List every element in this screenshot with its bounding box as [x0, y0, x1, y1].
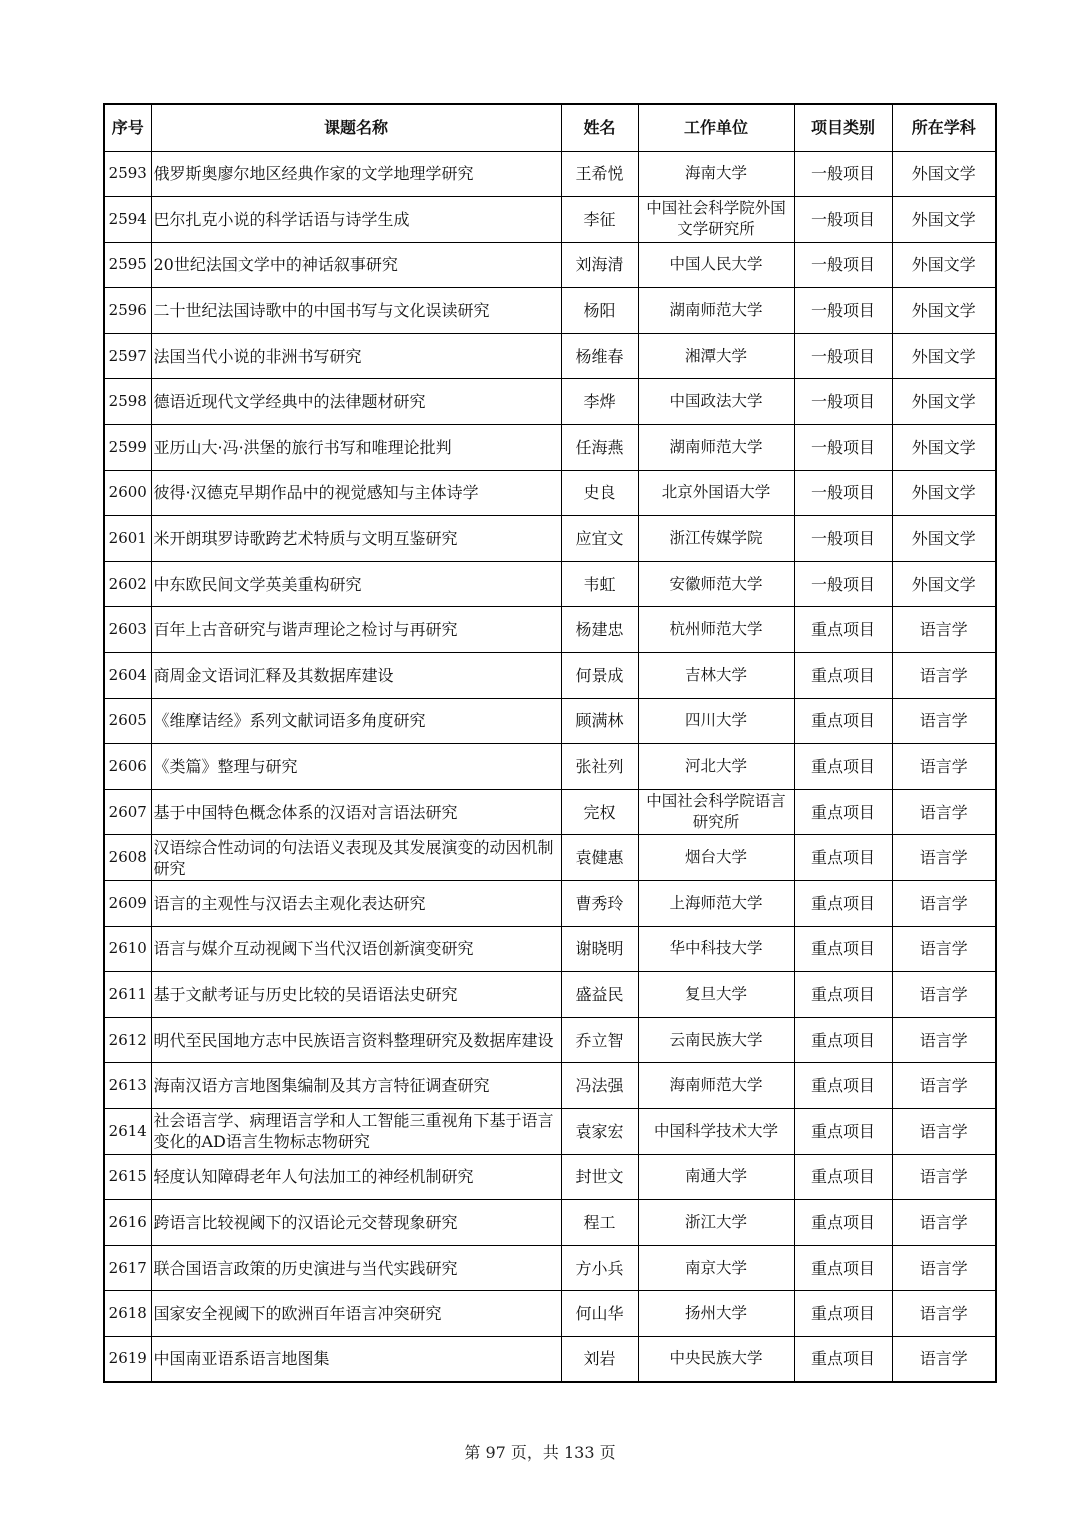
cell-type: 重点项目 [794, 835, 892, 881]
cell-title: 基于中国特色概念体系的汉语对言语法研究 [151, 789, 561, 835]
cell-index: 2609 [104, 881, 151, 927]
cell-title: 米开朗琪罗诗歌跨艺术特质与文明互鉴研究 [151, 516, 561, 562]
cell-type: 重点项目 [794, 789, 892, 835]
table-row [104, 698, 996, 744]
cell-unit: 安徽师范大学 [638, 561, 794, 607]
cell-title: 明代至民国地方志中民族语言资料整理研究及数据库建设 [151, 1017, 561, 1063]
cell-title: 汉语综合性动词的句法语义表现及其发展演变的动因机制研究 [151, 835, 561, 881]
cell-index: 2610 [104, 926, 151, 972]
cell-unit: 中国社会科学院语言研究所 [638, 789, 794, 835]
cell-name: 刘海清 [561, 242, 638, 288]
cell-unit: 杭州师范大学 [638, 607, 794, 653]
cell-subject: 语言学 [892, 653, 996, 699]
cell-title: 中东欧民间文学英美重构研究 [151, 561, 561, 607]
cell-title: 百年上古音研究与谐声理论之检讨与再研究 [151, 607, 561, 653]
cell-index: 2602 [104, 561, 151, 607]
cell-index: 2619 [104, 1336, 151, 1382]
table-row [104, 1154, 996, 1200]
cell-name: 张社列 [561, 744, 638, 790]
cell-unit: 海南师范大学 [638, 1063, 794, 1109]
cell-index: 2594 [104, 197, 151, 243]
cell-name: 盛益民 [561, 972, 638, 1018]
page-footer: 第 97 页，共 133 页 [464, 1443, 616, 1462]
cell-unit: 河北大学 [638, 744, 794, 790]
cell-index: 2596 [104, 288, 151, 334]
cell-index: 2601 [104, 516, 151, 562]
cell-name: 何山华 [561, 1291, 638, 1337]
cell-type: 重点项目 [794, 972, 892, 1018]
cell-type: 重点项目 [794, 744, 892, 790]
cell-title: 俄罗斯奥廖尔地区经典作家的文学地理学研究 [151, 151, 561, 197]
cell-subject: 语言学 [892, 607, 996, 653]
cell-subject: 外国文学 [892, 151, 996, 197]
cell-type: 一般项目 [794, 425, 892, 471]
cell-type: 一般项目 [794, 333, 892, 379]
cell-subject: 语言学 [892, 1108, 996, 1154]
cell-index: 2615 [104, 1154, 151, 1200]
cell-subject: 语言学 [892, 698, 996, 744]
cell-unit: 湖南师范大学 [638, 425, 794, 471]
cell-index: 2605 [104, 698, 151, 744]
cell-name: 任海燕 [561, 425, 638, 471]
cell-unit: 扬州大学 [638, 1291, 794, 1337]
cell-title: 20世纪法国文学中的神话叙事研究 [151, 242, 561, 288]
cell-name: 王希悦 [561, 151, 638, 197]
cell-index: 2598 [104, 379, 151, 425]
cell-name: 完权 [561, 789, 638, 835]
cell-unit: 上海师范大学 [638, 881, 794, 927]
table-row [104, 744, 996, 790]
cell-type: 重点项目 [794, 607, 892, 653]
table-row [104, 1336, 996, 1382]
cell-index: 2608 [104, 835, 151, 881]
table-row [104, 425, 996, 471]
cell-subject: 语言学 [892, 1336, 996, 1382]
cell-index: 2616 [104, 1200, 151, 1246]
cell-subject: 语言学 [892, 1245, 996, 1291]
table-row [104, 926, 996, 972]
cell-unit: 南通大学 [638, 1154, 794, 1200]
cell-type: 重点项目 [794, 1200, 892, 1246]
cell-name: 韦虹 [561, 561, 638, 607]
cell-subject: 语言学 [892, 789, 996, 835]
table-row [104, 516, 996, 562]
cell-subject: 语言学 [892, 1063, 996, 1109]
cell-index: 2613 [104, 1063, 151, 1109]
cell-name: 顾满林 [561, 698, 638, 744]
table-row [104, 1108, 996, 1154]
cell-subject: 语言学 [892, 926, 996, 972]
cell-subject: 语言学 [892, 744, 996, 790]
cell-title: 亚历山大·冯·洪堡的旅行书写和唯理论批判 [151, 425, 561, 471]
cell-index: 2603 [104, 607, 151, 653]
cell-subject: 外国文学 [892, 197, 996, 243]
cell-unit: 浙江传媒学院 [638, 516, 794, 562]
table-row [104, 242, 996, 288]
cell-title: 跨语言比较视阈下的汉语论元交替现象研究 [151, 1200, 561, 1246]
cell-title: 国家安全视阈下的欧洲百年语言冲突研究 [151, 1291, 561, 1337]
header-unit: 工作单位 [638, 104, 794, 151]
cell-name: 封世文 [561, 1154, 638, 1200]
cell-index: 2604 [104, 653, 151, 699]
table-row [104, 1245, 996, 1291]
table-row [104, 835, 996, 881]
cell-subject: 语言学 [892, 972, 996, 1018]
cell-index: 2600 [104, 470, 151, 516]
table-row [104, 789, 996, 835]
cell-title: 德语近现代文学经典中的法律题材研究 [151, 379, 561, 425]
cell-unit: 南京大学 [638, 1245, 794, 1291]
cell-type: 一般项目 [794, 197, 892, 243]
header-name: 姓名 [561, 104, 638, 151]
cell-subject: 语言学 [892, 1200, 996, 1246]
cell-unit: 中国科学技术大学 [638, 1108, 794, 1154]
cell-type: 重点项目 [794, 653, 892, 699]
table-row [104, 379, 996, 425]
cell-type: 一般项目 [794, 242, 892, 288]
cell-index: 2612 [104, 1017, 151, 1063]
cell-type: 重点项目 [794, 1017, 892, 1063]
cell-name: 袁家宏 [561, 1108, 638, 1154]
cell-type: 重点项目 [794, 881, 892, 927]
cell-subject: 语言学 [892, 881, 996, 927]
cell-type: 重点项目 [794, 1154, 892, 1200]
cell-name: 刘岩 [561, 1336, 638, 1382]
cell-subject: 外国文学 [892, 516, 996, 562]
cell-title: 语言的主观性与汉语去主观化表达研究 [151, 881, 561, 927]
cell-unit: 云南民族大学 [638, 1017, 794, 1063]
cell-title: 社会语言学、病理语言学和人工智能三重视角下基于语言变化的AD语言生物标志物研究 [151, 1108, 561, 1154]
cell-index: 2611 [104, 972, 151, 1018]
header-subject: 所在学科 [892, 104, 996, 151]
cell-type: 一般项目 [794, 470, 892, 516]
cell-title: 二十世纪法国诗歌中的中国书写与文化误读研究 [151, 288, 561, 334]
table-row [104, 1017, 996, 1063]
table-row [104, 1291, 996, 1337]
cell-title: 语言与媒介互动视阈下当代汉语创新演变研究 [151, 926, 561, 972]
cell-type: 一般项目 [794, 379, 892, 425]
cell-type: 重点项目 [794, 1336, 892, 1382]
cell-type: 重点项目 [794, 1291, 892, 1337]
cell-type: 重点项目 [794, 698, 892, 744]
cell-name: 史良 [561, 470, 638, 516]
cell-title: 基于文献考证与历史比较的吴语语法史研究 [151, 972, 561, 1018]
cell-name: 李烨 [561, 379, 638, 425]
cell-index: 2614 [104, 1108, 151, 1154]
cell-subject: 语言学 [892, 1291, 996, 1337]
cell-unit: 海南大学 [638, 151, 794, 197]
cell-unit: 吉林大学 [638, 653, 794, 699]
cell-subject: 语言学 [892, 1017, 996, 1063]
cell-unit: 中国人民大学 [638, 242, 794, 288]
table-row [104, 197, 996, 243]
cell-unit: 浙江大学 [638, 1200, 794, 1246]
table-row [104, 607, 996, 653]
cell-title: 巴尔扎克小说的科学话语与诗学生成 [151, 197, 561, 243]
cell-title: 法国当代小说的非洲书写研究 [151, 333, 561, 379]
cell-type: 重点项目 [794, 926, 892, 972]
cell-unit: 复旦大学 [638, 972, 794, 1018]
table-row [104, 288, 996, 334]
table-row [104, 1200, 996, 1246]
header-title: 课题名称 [151, 104, 561, 151]
cell-subject: 外国文学 [892, 288, 996, 334]
cell-name: 杨维春 [561, 333, 638, 379]
cell-unit: 四川大学 [638, 698, 794, 744]
cell-type: 一般项目 [794, 151, 892, 197]
cell-type: 一般项目 [794, 288, 892, 334]
table-row [104, 881, 996, 927]
project-table [103, 103, 997, 1383]
cell-name: 何景成 [561, 653, 638, 699]
cell-type: 一般项目 [794, 516, 892, 562]
cell-subject: 外国文学 [892, 470, 996, 516]
table-row [104, 653, 996, 699]
cell-type: 重点项目 [794, 1063, 892, 1109]
cell-unit: 中央民族大学 [638, 1336, 794, 1382]
header-type: 项目类别 [794, 104, 892, 151]
cell-index: 2595 [104, 242, 151, 288]
header-index: 序号 [104, 104, 151, 151]
cell-index: 2618 [104, 1291, 151, 1337]
cell-unit: 中国政法大学 [638, 379, 794, 425]
cell-name: 杨建忠 [561, 607, 638, 653]
cell-name: 李征 [561, 197, 638, 243]
cell-unit: 烟台大学 [638, 835, 794, 881]
cell-type: 重点项目 [794, 1108, 892, 1154]
cell-name: 袁健惠 [561, 835, 638, 881]
cell-unit: 湘潭大学 [638, 333, 794, 379]
cell-index: 2607 [104, 789, 151, 835]
table-header-row [104, 104, 996, 151]
cell-name: 杨阳 [561, 288, 638, 334]
cell-title: 轻度认知障碍老年人句法加工的神经机制研究 [151, 1154, 561, 1200]
cell-type: 重点项目 [794, 1245, 892, 1291]
cell-subject: 外国文学 [892, 425, 996, 471]
cell-name: 应宜文 [561, 516, 638, 562]
table-row [104, 470, 996, 516]
cell-name: 曹秀玲 [561, 881, 638, 927]
cell-title: 《类篇》整理与研究 [151, 744, 561, 790]
cell-name: 方小兵 [561, 1245, 638, 1291]
cell-subject: 外国文学 [892, 242, 996, 288]
table-row [104, 972, 996, 1018]
cell-subject: 外国文学 [892, 379, 996, 425]
cell-title: 彼得·汉德克早期作品中的视觉感知与主体诗学 [151, 470, 561, 516]
cell-subject: 外国文学 [892, 561, 996, 607]
cell-type: 一般项目 [794, 561, 892, 607]
cell-index: 2606 [104, 744, 151, 790]
table-body [104, 151, 996, 1382]
cell-title: 《维摩诘经》系列文献词语多角度研究 [151, 698, 561, 744]
cell-index: 2593 [104, 151, 151, 197]
cell-subject: 语言学 [892, 1154, 996, 1200]
cell-unit: 湖南师范大学 [638, 288, 794, 334]
cell-index: 2597 [104, 333, 151, 379]
cell-title: 商周金文语词汇释及其数据库建设 [151, 653, 561, 699]
cell-subject: 外国文学 [892, 333, 996, 379]
cell-index: 2599 [104, 425, 151, 471]
table-row [104, 561, 996, 607]
cell-title: 联合国语言政策的历史演进与当代实践研究 [151, 1245, 561, 1291]
cell-title: 海南汉语方言地图集编制及其方言特征调查研究 [151, 1063, 561, 1109]
cell-name: 乔立智 [561, 1017, 638, 1063]
cell-unit: 华中科技大学 [638, 926, 794, 972]
cell-unit: 北京外国语大学 [638, 470, 794, 516]
table-row [104, 333, 996, 379]
cell-title: 中国南亚语系语言地图集 [151, 1336, 561, 1382]
table-row [104, 1063, 996, 1109]
cell-unit: 中国社会科学院外国文学研究所 [638, 197, 794, 243]
table-row [104, 151, 996, 197]
cell-index: 2617 [104, 1245, 151, 1291]
cell-name: 程工 [561, 1200, 638, 1246]
cell-name: 冯法强 [561, 1063, 638, 1109]
cell-subject: 语言学 [892, 835, 996, 881]
cell-name: 谢晓明 [561, 926, 638, 972]
